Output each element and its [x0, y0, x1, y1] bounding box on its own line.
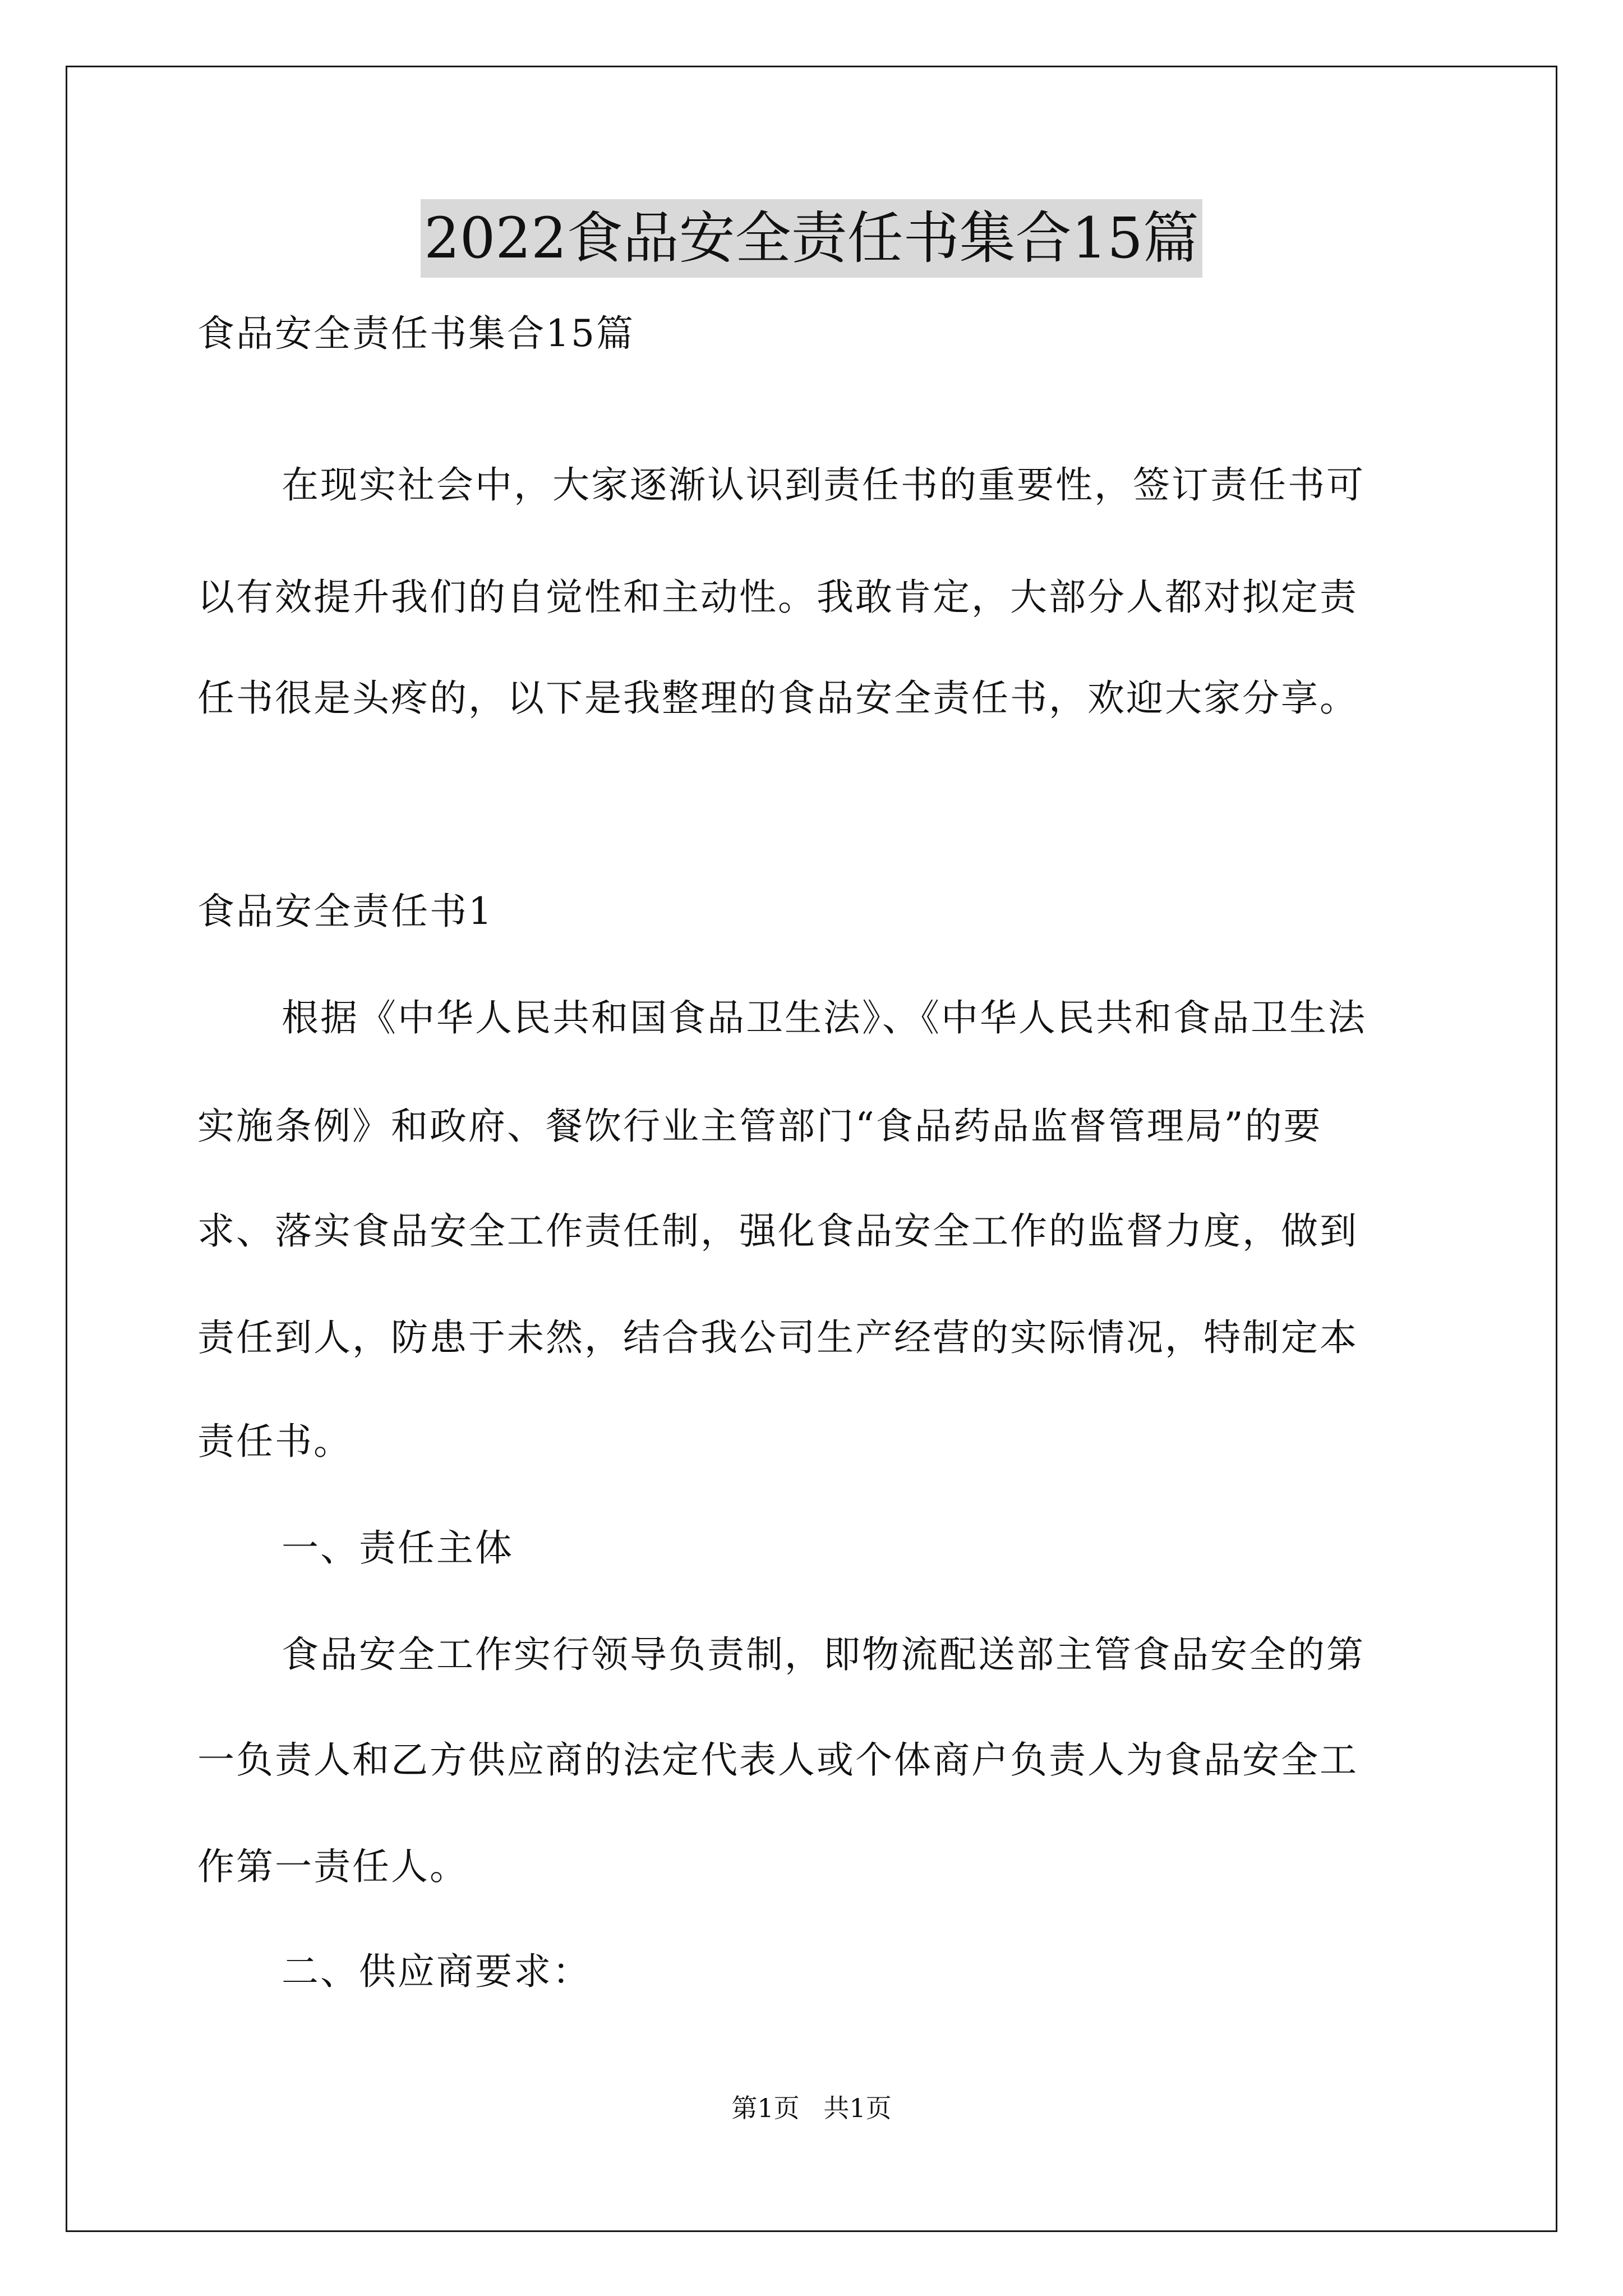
- paragraph-line: 求、落实食品安全工作责任制，强化食品安全工作的监督力度，做到: [197, 1209, 1358, 1253]
- page-total: 共1页: [823, 2093, 892, 2123]
- paragraph-line: 实施条例》和政府、餐饮行业主管部门“食品药品监督管理局”的要: [197, 1105, 1322, 1148]
- paragraph-line: 责任书。: [197, 1420, 352, 1463]
- page-footer: [0, 2091, 1623, 2125]
- document-title: 2022食品安全责任书集合15篇: [421, 199, 1202, 278]
- paragraph-line: 一负责人和乙方供应商的法定代表人或个体商户负责人为食品安全工: [197, 1738, 1358, 1782]
- paragraph-line: 根据《中华人民共和国食品卫生法》、《中华人民共和食品卫生法: [282, 996, 1367, 1039]
- paragraph-line: 在现实社会中，大家逐渐认识到责任书的重要性，签订责任书可: [282, 463, 1365, 507]
- paragraph-line: 任书很是头疼的，以下是我整理的食品安全责任书，欢迎大家分享。: [197, 677, 1358, 720]
- paragraph-line: 以有效提升我们的自觉性和主动性。我敢肯定，大部分人都对拟定责: [197, 576, 1358, 619]
- page-number: 第1页: [731, 2093, 800, 2123]
- title-wrap: [0, 199, 1623, 278]
- page-border: [66, 66, 1557, 2232]
- section-heading: 食品安全责任书1: [197, 890, 494, 933]
- subsection-heading: 一、责任主体: [282, 1526, 514, 1570]
- subsection-heading: 二、供应商要求：: [282, 1950, 591, 1993]
- paragraph-line: 食品安全工作实行领导负责制，即物流配送部主管食品安全的第: [282, 1633, 1365, 1676]
- subtitle-line: 食品安全责任书集合15篇: [197, 312, 635, 355]
- paragraph-line: 作第一责任人。: [197, 1845, 468, 1888]
- paragraph-line: 责任到人，防患于未然，结合我公司生产经营的实际情况，特制定本: [197, 1316, 1358, 1359]
